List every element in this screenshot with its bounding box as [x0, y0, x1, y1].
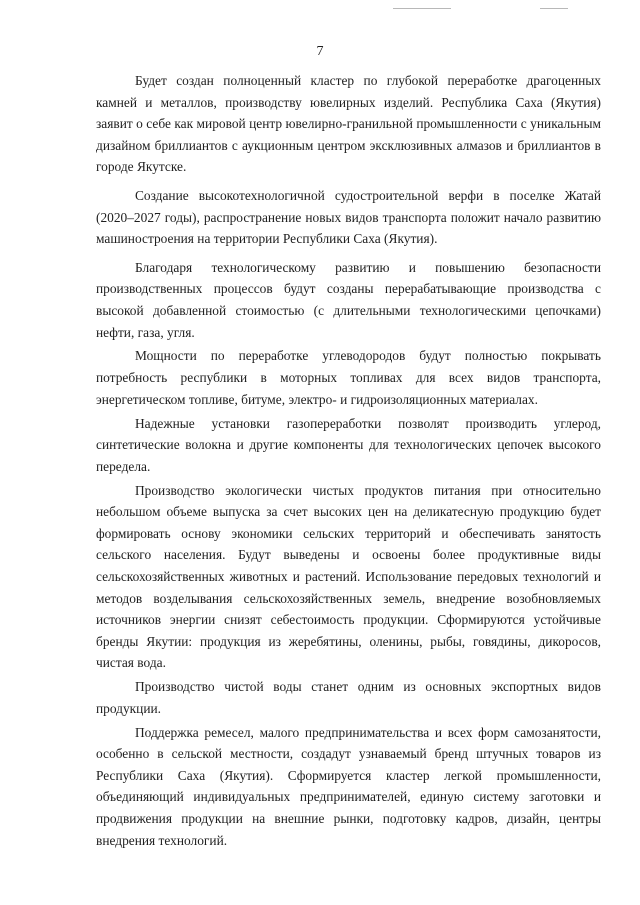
paragraph-gas-processing: Надежные установки газопереработки позволят производить углерод, синтетические волокна и другие компоненты для технологических цепочек высокого передела. — [96, 415, 601, 474]
scan-artifact-line — [540, 8, 568, 9]
paragraph-jewelry-cluster: Будет создан полноценный кластер по глубокой переработке драгоценных камней и металлов, производству ювелирных изделий. Республика Саха (Якутия) заявит о себе как мировой центр ювелирно-гранильной промышленности с уникальным дизайном бриллиантов с аукционным центром эксклюзивных алмазов и бриллиантов в городе Якутске. — [96, 73, 601, 175]
document-body — [96, 70, 601, 854]
paragraph-eco-food: Производство экологически чистых продуктов питания при относительно небольшом объеме выпуска за счет высоких цен на деликатесную продукцию будет формировать основу экономики сельских территорий и обеспечивать занятость сельского населения. Будут выведены и освоены более продуктивные виды сельскохозяйственных животных и растений. Использование передовых технологий и методов возделывания сельскохозяйственных земель, внедрение возобновляемых источников энергии снизят себестоимость продукции. Сформируются устойчивые бренды Якутии: продукция из жеребятины, оленины, рыбы, говядины, дикоросов, чистая вода. — [96, 482, 601, 671]
paragraph-crafts: Поддержка ремесел, малого предпринимательства и всех форм самозанятости, особенно в сельской местности, создадут узнаваемый бренд штучных товаров из Республики Саха (Якутия). Сформируется кластер легкой промышленности, объединяющий индивидуальных предпринимателей, единую систему заготовки и продвижения продукции на внешние рынки, подготовку кадров, дизайн, центры внедрения технологий. — [96, 724, 601, 848]
paragraph-processing: Благодаря технологическому развитию и повышению безопасности производственных процессов будут созданы перерабатывающие производства с высокой добавленной стоимостью (с длительными технологическими цепочками) нефти, газа, угля. — [96, 259, 601, 340]
paragraph-hydrocarbons: Мощности по переработке углеводородов будут полностью покрывать потребность республики в моторных топливах для всех видов транспорта, энергетическом топливе, битуме, электро- и гидроизоляционных материалах. — [96, 348, 601, 407]
page-number: 7 — [316, 44, 324, 59]
paragraph-shipyard: Создание высокотехнологичной судостроительной верфи в поселке Жатай (2020–2027 годы), распространение новых видов транспорта положит начало развитию машиностроения на территории Республики Саха (Якутия). — [96, 187, 601, 247]
paragraph-clean-water: Производство чистой воды станет одним из основных экспортных видов продукции. — [96, 679, 601, 716]
scan-artifact-line — [393, 8, 451, 9]
